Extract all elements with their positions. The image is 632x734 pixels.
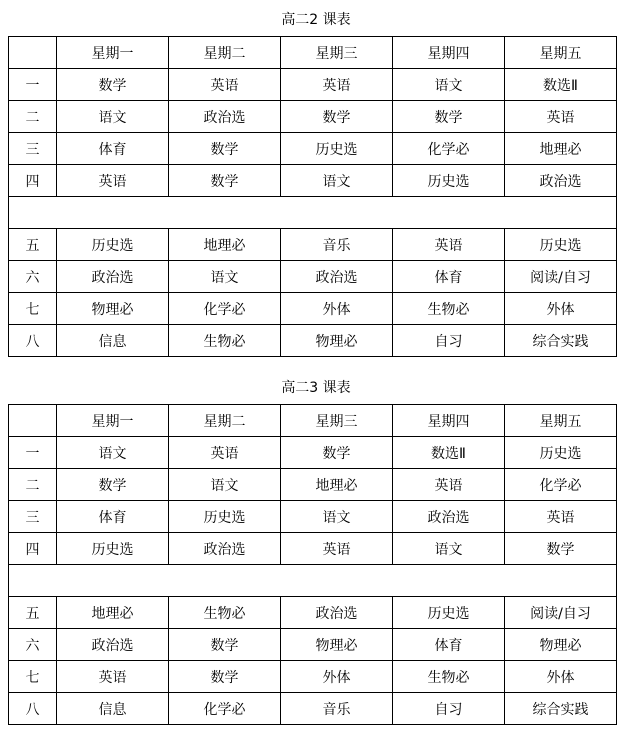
weekday-header: 星期三 (281, 37, 393, 69)
header-row (9, 37, 617, 69)
period-label: 五 (9, 597, 57, 629)
subject-cell: 数学 (281, 437, 393, 469)
subject-cell: 数选Ⅱ (505, 69, 617, 101)
subject-cell: 数学 (57, 69, 169, 101)
subject-cell: 语文 (393, 69, 505, 101)
schedule-table-class3 (8, 404, 617, 725)
subject-cell: 生物必 (169, 325, 281, 357)
subject-cell: 语文 (57, 101, 169, 133)
period-row (9, 661, 617, 693)
subject-cell: 政治选 (169, 101, 281, 133)
period-row (9, 69, 617, 101)
subject-cell: 语文 (169, 261, 281, 293)
subject-cell: 化学必 (505, 469, 617, 501)
subject-cell: 语文 (393, 533, 505, 565)
period-row (9, 165, 617, 197)
schedule-table-class2 (8, 36, 617, 357)
period-row (9, 133, 617, 165)
period-label: 三 (9, 133, 57, 165)
subject-cell: 综合实践 (505, 325, 617, 357)
subject-cell: 物理必 (505, 629, 617, 661)
subject-cell: 音乐 (281, 693, 393, 725)
lunch-break-row (9, 565, 617, 597)
subject-cell: 外体 (505, 293, 617, 325)
subject-cell: 语文 (281, 165, 393, 197)
period-row (9, 101, 617, 133)
subject-cell: 外体 (281, 293, 393, 325)
subject-cell: 物理必 (281, 325, 393, 357)
subject-cell: 体育 (393, 629, 505, 661)
subject-cell: 数学 (505, 533, 617, 565)
period-row (9, 693, 617, 725)
period-label: 七 (9, 661, 57, 693)
period-row (9, 533, 617, 565)
subject-cell: 历史选 (281, 133, 393, 165)
period-label: 八 (9, 693, 57, 725)
period-row (9, 629, 617, 661)
subject-cell: 物理必 (57, 293, 169, 325)
subject-cell: 历史选 (57, 533, 169, 565)
subject-cell: 英语 (169, 437, 281, 469)
weekday-header: 星期一 (57, 405, 169, 437)
period-label: 六 (9, 629, 57, 661)
period-label: 六 (9, 261, 57, 293)
period-label: 三 (9, 501, 57, 533)
subject-cell: 化学必 (393, 133, 505, 165)
period-row (9, 501, 617, 533)
subject-cell: 信息 (57, 325, 169, 357)
subject-cell: 英语 (57, 661, 169, 693)
period-label: 四 (9, 165, 57, 197)
period-label: 一 (9, 69, 57, 101)
subject-cell: 政治选 (57, 629, 169, 661)
subject-cell: 政治选 (505, 165, 617, 197)
subject-cell: 英语 (505, 101, 617, 133)
subject-cell: 自习 (393, 325, 505, 357)
subject-cell: 历史选 (505, 437, 617, 469)
subject-cell: 外体 (505, 661, 617, 693)
subject-cell: 历史选 (393, 597, 505, 629)
period-row (9, 469, 617, 501)
subject-cell: 体育 (393, 261, 505, 293)
period-label: 一 (9, 437, 57, 469)
lunch-break-cell (9, 565, 617, 597)
subject-cell: 生物必 (393, 661, 505, 693)
period-row (9, 293, 617, 325)
subject-cell: 信息 (57, 693, 169, 725)
subject-cell: 英语 (505, 501, 617, 533)
subject-cell: 政治选 (57, 261, 169, 293)
subject-cell: 英语 (281, 533, 393, 565)
subject-cell: 语文 (281, 501, 393, 533)
period-label: 五 (9, 229, 57, 261)
subject-cell: 体育 (57, 501, 169, 533)
period-label: 二 (9, 101, 57, 133)
subject-cell: 化学必 (169, 693, 281, 725)
subject-cell: 自习 (393, 693, 505, 725)
subject-cell: 英语 (169, 69, 281, 101)
subject-cell: 数选Ⅱ (393, 437, 505, 469)
lunch-break-row (9, 197, 617, 229)
subject-cell: 政治选 (169, 533, 281, 565)
subject-cell: 英语 (57, 165, 169, 197)
subject-cell: 语文 (169, 469, 281, 501)
subject-cell: 生物必 (169, 597, 281, 629)
subject-cell: 数学 (169, 661, 281, 693)
weekday-header: 星期二 (169, 405, 281, 437)
subject-cell: 英语 (393, 229, 505, 261)
corner-cell (9, 37, 57, 69)
weekday-header: 星期四 (393, 37, 505, 69)
subject-cell: 化学必 (169, 293, 281, 325)
subject-cell: 历史选 (505, 229, 617, 261)
subject-cell: 英语 (281, 69, 393, 101)
subject-cell: 数学 (169, 629, 281, 661)
subject-cell: 数学 (169, 133, 281, 165)
weekday-header: 星期一 (57, 37, 169, 69)
subject-cell: 体育 (57, 133, 169, 165)
subject-cell: 政治选 (281, 597, 393, 629)
subject-cell: 数学 (393, 101, 505, 133)
period-row (9, 261, 617, 293)
weekday-header: 星期三 (281, 405, 393, 437)
subject-cell: 语文 (57, 437, 169, 469)
subject-cell: 外体 (281, 661, 393, 693)
subject-cell: 阅读/自习 (505, 597, 617, 629)
weekday-header: 星期二 (169, 37, 281, 69)
corner-cell (9, 405, 57, 437)
subject-cell: 历史选 (57, 229, 169, 261)
subject-cell: 音乐 (281, 229, 393, 261)
schedule-title-class3: 高二3 课表 (281, 380, 351, 396)
weekday-header: 星期五 (505, 405, 617, 437)
subject-cell: 历史选 (169, 501, 281, 533)
subject-cell: 地理必 (169, 229, 281, 261)
period-label: 七 (9, 293, 57, 325)
period-row (9, 437, 617, 469)
subject-cell: 政治选 (393, 501, 505, 533)
subject-cell: 英语 (393, 469, 505, 501)
subject-cell: 地理必 (505, 133, 617, 165)
subject-cell: 综合实践 (505, 693, 617, 725)
weekday-header: 星期五 (505, 37, 617, 69)
header-row (9, 405, 617, 437)
period-row (9, 597, 617, 629)
subject-cell: 阅读/自习 (505, 261, 617, 293)
schedule-title-class2: 高二2 课表 (281, 12, 351, 28)
subject-cell: 历史选 (393, 165, 505, 197)
subject-cell: 政治选 (281, 261, 393, 293)
lunch-break-cell (9, 197, 617, 229)
period-label: 二 (9, 469, 57, 501)
subject-cell: 地理必 (281, 469, 393, 501)
period-label: 四 (9, 533, 57, 565)
subject-cell: 数学 (169, 165, 281, 197)
subject-cell: 生物必 (393, 293, 505, 325)
subject-cell: 地理必 (57, 597, 169, 629)
period-row (9, 229, 617, 261)
period-label: 八 (9, 325, 57, 357)
subject-cell: 物理必 (281, 629, 393, 661)
subject-cell: 数学 (57, 469, 169, 501)
period-row (9, 325, 617, 357)
weekday-header: 星期四 (393, 405, 505, 437)
subject-cell: 数学 (281, 101, 393, 133)
